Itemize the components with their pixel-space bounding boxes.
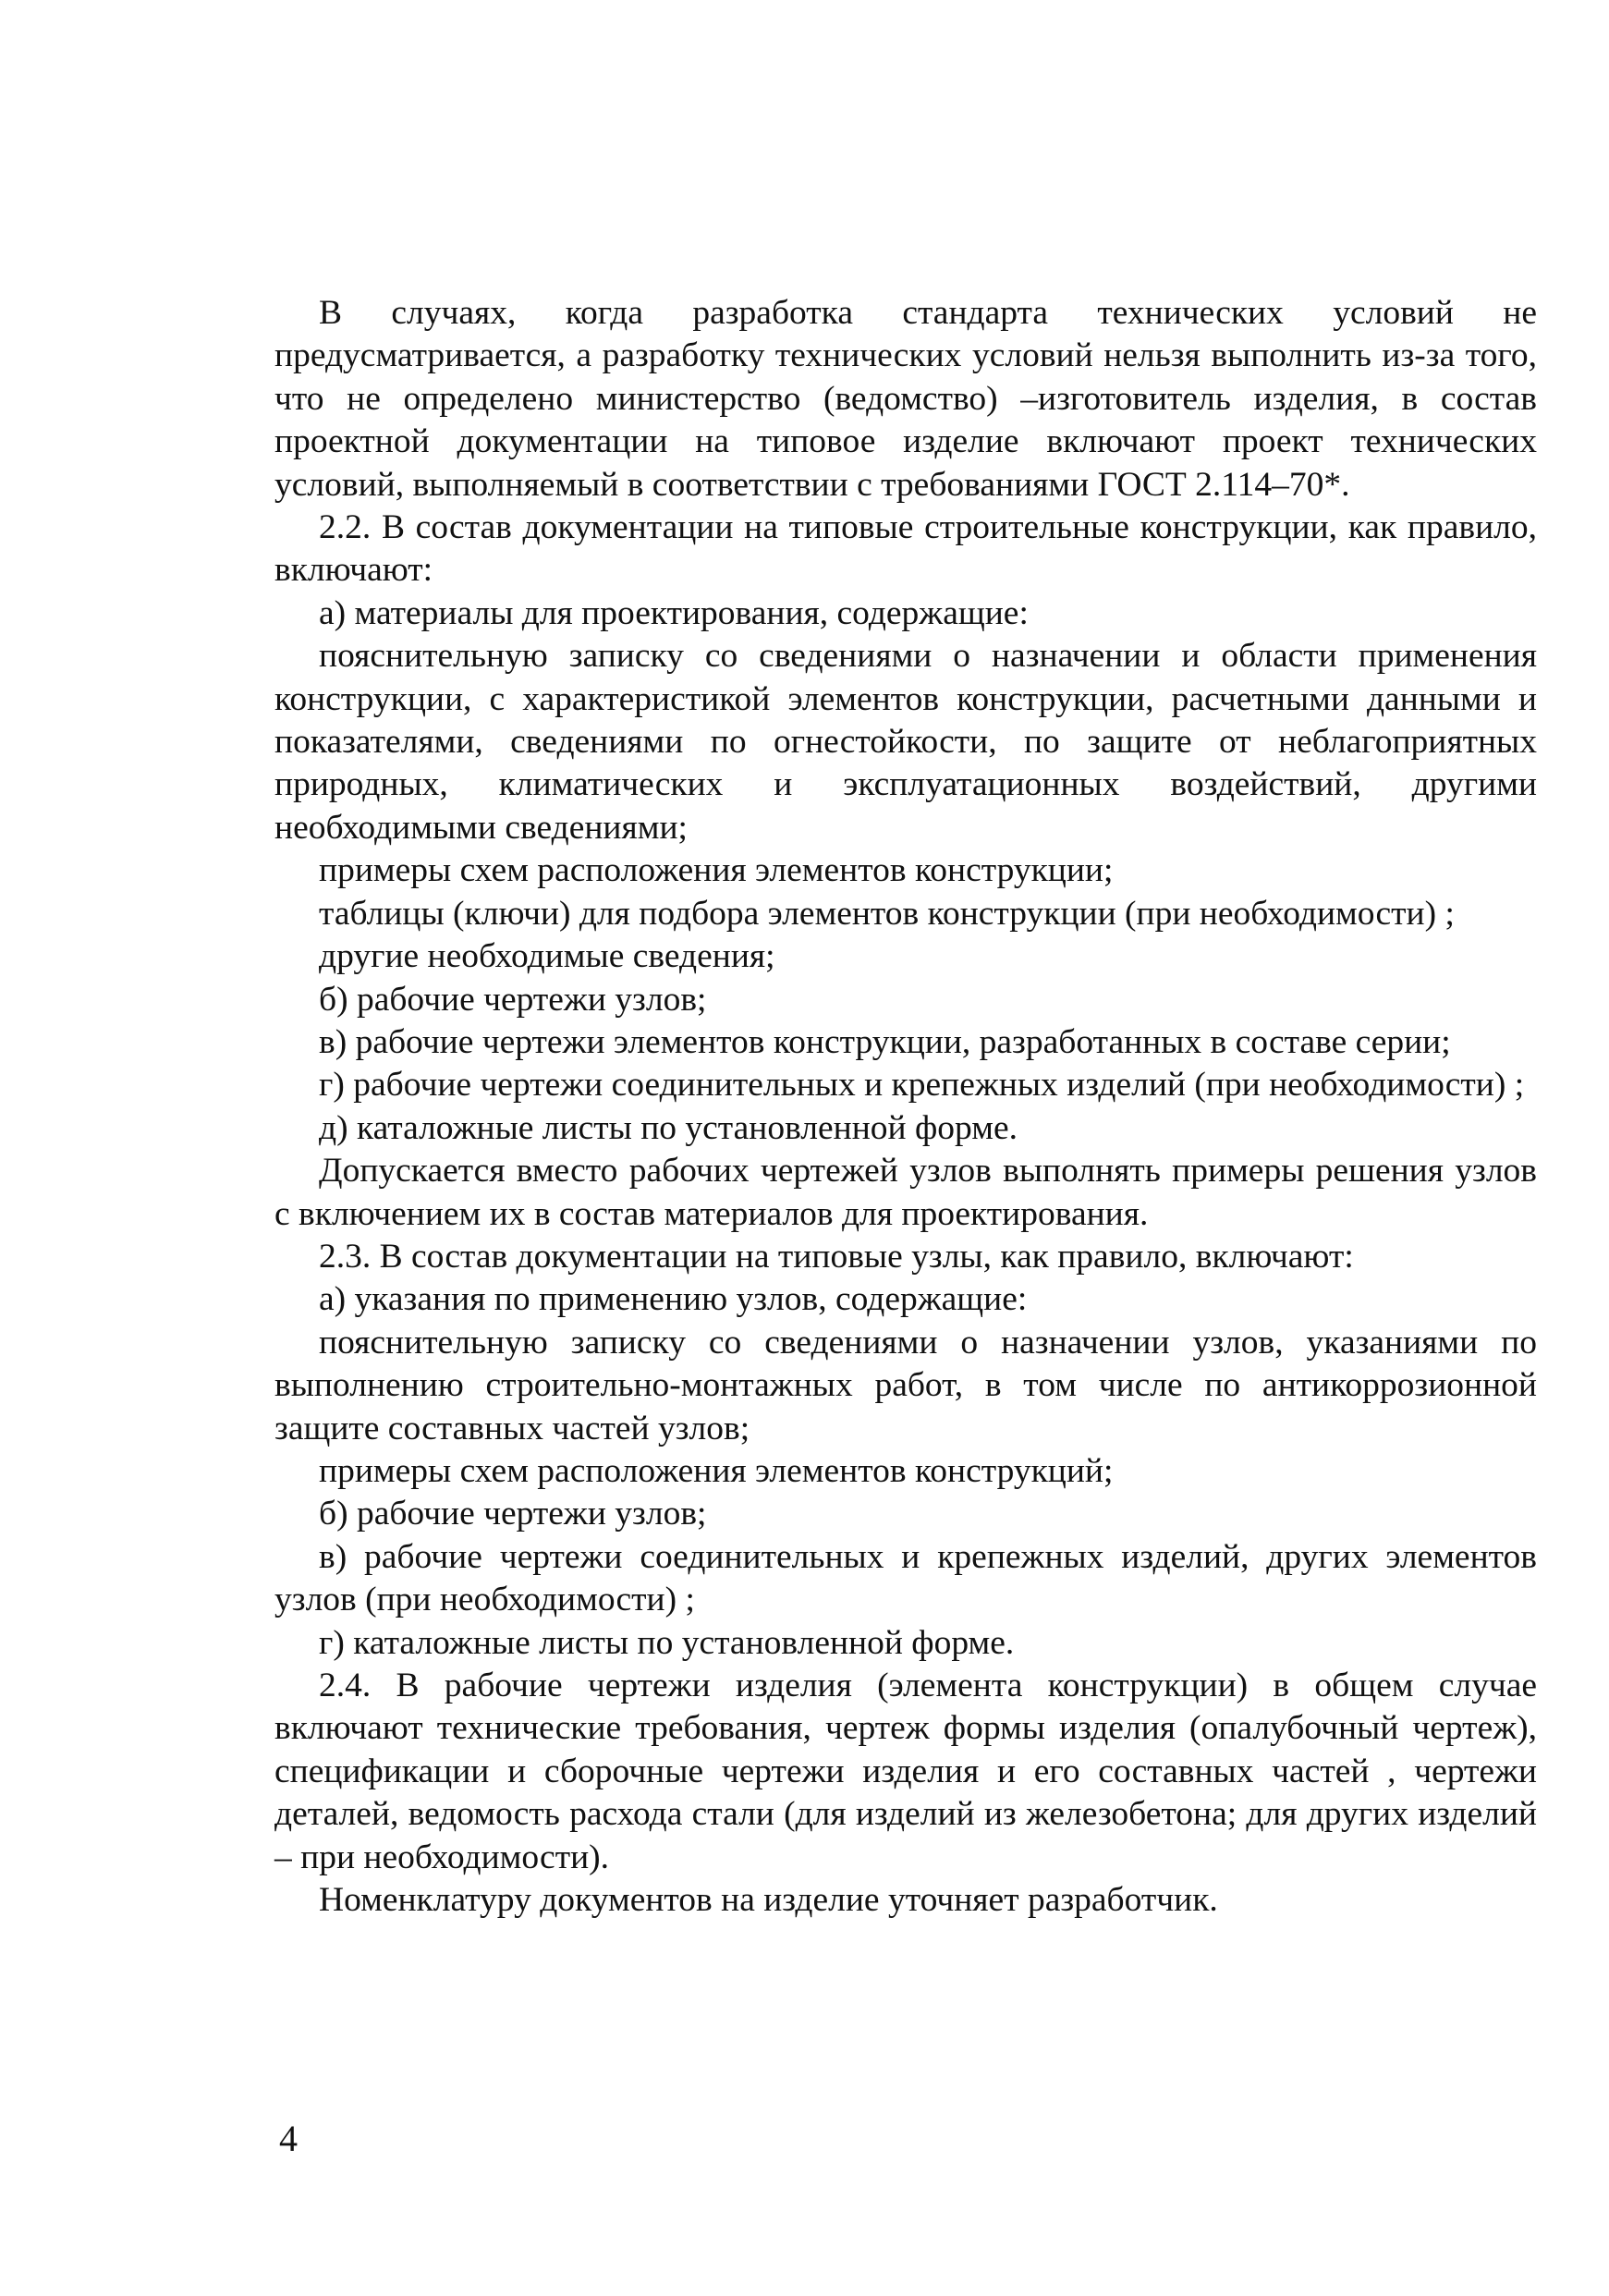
list-item-a-nodes: а) указания по применению узлов, содержащие: [319, 1280, 1028, 1319]
paragraph-nodes-layout: примеры схем расположения элементов конструкций; [319, 1451, 1114, 1490]
body-text [274, 292, 1537, 1922]
paragraph-layout-examples: примеры схем расположения элементов конструкции; [319, 851, 1114, 890]
document-page [274, 292, 1537, 1922]
list-item-d: д) каталожные листы по установленной форме. [319, 1108, 1018, 1147]
paragraph-selection-tables: таблицы (ключи) для подбора элементов конструкции (при необходимости) ; [319, 894, 1455, 933]
paragraph-2-3: 2.3. В состав документации на типовые узлы, как правило, включают: [319, 1237, 1354, 1276]
paragraph-2-4: 2.4. В рабочие чертежи изделия (элемента конструкции) в общем случае включают технические требования, чертеж формы изделия (опалубочный чертеж), спецификации и сборочные чертежи изделия и его составных частей , чертежи деталей, ведомость расхода стали (для изделий из железобетона; для других изделий – при необходимости). [274, 1667, 1537, 1876]
paragraph-2-2: 2.2. В состав документации на типовые строительные конструкции, как правило, включают: [274, 508, 1537, 590]
list-item-a: а) материалы для проектирования, содержащие: [319, 593, 1029, 632]
list-item-b: б) рабочие чертежи узлов; [319, 980, 707, 1019]
paragraph-intro: В случаях, когда разработка стандарта технических условий не предусматривается, а разработку технических условий нельзя выполнить из-за того, что не определено министерство (ведомство) –изготовитель изделия, в состав проектной документации на типовое изделие включают проект технических условий, выполняемый в соответствии с требованиями ГОСТ 2.114–70*. [274, 294, 1537, 504]
list-item-g-nodes: г) каталожные листы по установленной форме. [319, 1623, 1015, 1662]
list-item-v: в) рабочие чертежи элементов конструкции, разработанных в составе серии; [319, 1022, 1451, 1061]
list-item-v-nodes: в) рабочие чертежи соединительных и крепежных изделий, других элементов узлов (при необходимости) ; [274, 1537, 1537, 1619]
list-item-b-nodes: б) рабочие чертежи узлов; [319, 1495, 707, 1533]
paragraph-other-info: другие необходимые сведения; [319, 937, 775, 976]
paragraph-nodes-note: пояснительную записку со сведениями о назначении узлов, указаниями по выполнению строительно-монтажных работ, в том числе по антикоррозионной защите составных частей узлов; [274, 1323, 1537, 1447]
paragraph-allowed: Допускается вместо рабочих чертежей узлов выполнять примеры решения узлов с включением их в состав материалов для проектирования. [274, 1152, 1537, 1233]
page-number: 4 [279, 2118, 298, 2159]
list-item-g: г) рабочие чертежи соединительных и крепежных изделий (при необходимости) ; [319, 1066, 1525, 1105]
paragraph-nomenclature: Номенклатуру документов на изделие уточняет разработчик. [319, 1881, 1218, 1920]
paragraph-explanatory-note: пояснительную записку со сведениями о назначении и области применения конструкции, с характеристикой элементов конструкции, расчетными данными и показателями, сведениями по огнестойкости, по защите от неблагоприятных природных, климатических и эксплуатационных воздействий, другими необходимыми сведениями; [274, 637, 1537, 847]
